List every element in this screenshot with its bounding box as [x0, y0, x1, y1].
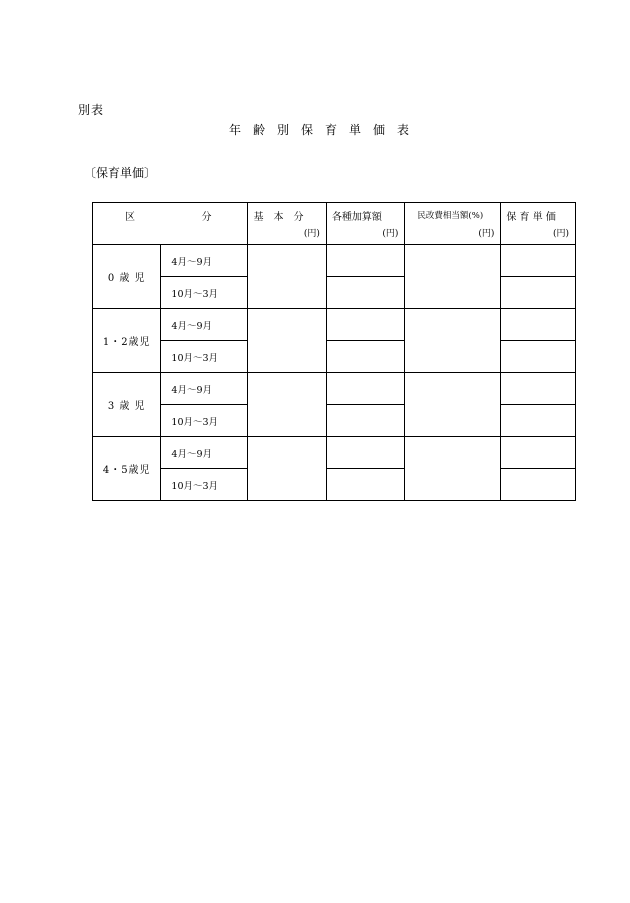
period-cell: 4月～9月 [161, 245, 248, 277]
unit-price-cell [501, 245, 576, 277]
period-cell: 10月～3月 [161, 277, 248, 309]
header-private-reform-unit: (円) [478, 229, 495, 239]
unit-price-cell [501, 277, 576, 309]
unit-price-cell [501, 341, 576, 373]
additions-cell [326, 469, 404, 501]
age-cell: 4・5歳児 [93, 437, 161, 501]
table-row [93, 405, 576, 437]
header-unit-price-label: 保 育 単 価 [506, 212, 556, 223]
table-row [93, 309, 576, 341]
basic-cell [248, 373, 326, 437]
private-reform-cell [405, 437, 501, 501]
header-kubun-left: 区 [125, 212, 135, 223]
header-unit-price-unit: (円) [552, 229, 569, 239]
additions-cell [326, 437, 404, 469]
header-additions-label: 各種加算額 [331, 212, 382, 223]
header-kubun-right: 分 [201, 212, 212, 223]
additions-cell [326, 373, 404, 405]
header-basic [248, 203, 326, 245]
unit-price-cell [501, 469, 576, 501]
period-cell: 10月～3月 [161, 341, 248, 373]
unit-price-cell [501, 373, 576, 405]
basic-cell [248, 309, 326, 373]
period-cell: 10月～3月 [161, 405, 248, 437]
header-unit-price [501, 203, 576, 245]
period-cell: 4月～9月 [161, 437, 248, 469]
header-additions-unit: (円) [382, 229, 399, 239]
additions-cell [326, 277, 404, 309]
table-row [93, 437, 576, 469]
additions-cell [326, 341, 404, 373]
table-row [93, 373, 576, 405]
age-cell: 1・2歳児 [93, 309, 161, 373]
basic-cell [248, 437, 326, 501]
table-row [93, 469, 576, 501]
header-kubun [93, 203, 248, 245]
period-cell: 4月～9月 [161, 309, 248, 341]
unit-price-cell [501, 437, 576, 469]
private-reform-cell [405, 309, 501, 373]
additions-cell [326, 405, 404, 437]
unit-price-table [92, 202, 576, 501]
header-private-reform [405, 203, 501, 245]
header-additions [326, 203, 404, 245]
additions-cell [326, 309, 404, 341]
age-cell: 3 歳 児 [93, 373, 161, 437]
table-row [93, 341, 576, 373]
header-basic-label: 基 本 分 [253, 212, 304, 223]
annex-label: 別表 [78, 103, 105, 117]
additions-cell [326, 245, 404, 277]
table-row [93, 277, 576, 309]
page-title: 年齢別保育単価表 [228, 123, 421, 137]
unit-price-cell [501, 405, 576, 437]
period-cell: 10月～3月 [161, 469, 248, 501]
header-row [93, 203, 576, 245]
section-label: 〔保育単価〕 [84, 166, 157, 180]
basic-cell [248, 245, 326, 309]
table-row [93, 245, 576, 277]
private-reform-cell [405, 245, 501, 309]
header-basic-unit: (円) [303, 229, 320, 239]
header-private-reform-label: 民改費相当額(%) [417, 211, 484, 221]
period-cell: 4月～9月 [161, 373, 248, 405]
unit-price-cell [501, 309, 576, 341]
private-reform-cell [405, 373, 501, 437]
age-cell: 0 歳 児 [93, 245, 161, 309]
